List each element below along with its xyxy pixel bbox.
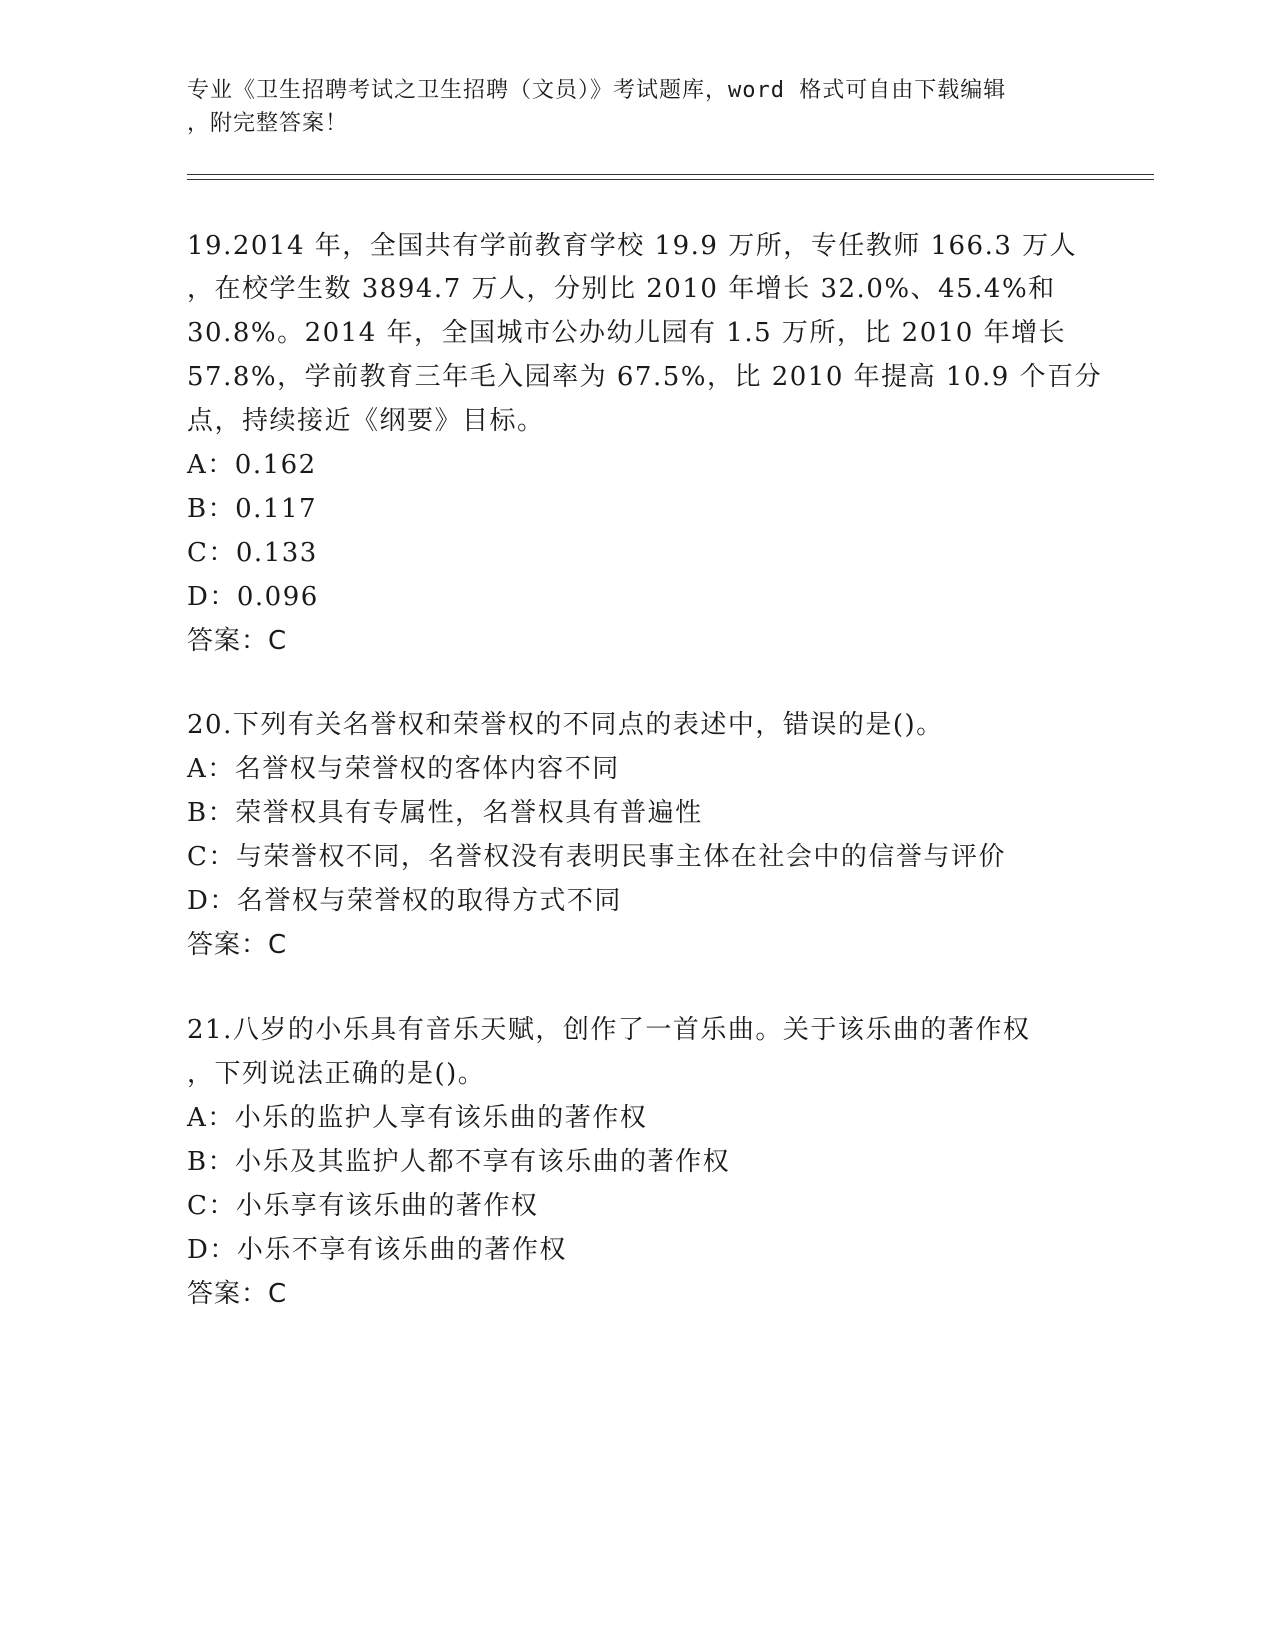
header-divider-bottom — [187, 179, 1154, 180]
question-stem-line: 21.八岁的小乐具有音乐天赋，创作了一首乐曲。关于该乐曲的著作权 — [187, 1015, 1031, 1045]
question-stem-line: 57.8%，学前教育三年毛入园率为 67.5%，比 2010 年提高 10.9 个百分 — [187, 362, 1103, 392]
option-d: D：小乐不享有该乐曲的著作权 — [187, 1235, 567, 1265]
header-divider-top — [187, 174, 1154, 175]
question-stem-line: 30.8%。2014 年，全国城市公办幼儿园有 1.5 万所，比 2010 年增长 — [187, 318, 1067, 348]
option-a: A：小乐的监护人享有该乐曲的著作权 — [187, 1103, 648, 1133]
option-c: C：小乐享有该乐曲的著作权 — [187, 1191, 539, 1221]
question-stem-line: ，下列说法正确的是()。 — [187, 1059, 486, 1089]
document-header: 专业《卫生招聘考试之卫生招聘（文员）》考试题库，word 格式可自由下载编辑 ，附完整答案！ — [187, 78, 1007, 136]
answer: 答案：C — [187, 930, 288, 960]
option-b: B：小乐及其监护人都不享有该乐曲的著作权 — [187, 1147, 731, 1177]
answer: 答案：C — [187, 626, 288, 656]
answer: 答案：C — [187, 1279, 288, 1309]
option-b: B：荣誉权具有专属性，名誉权具有普遍性 — [187, 798, 703, 828]
question-stem-line: ，在校学生数 3894.7 万人，分别比 2010 年增长 32.0%、45.4%和 — [187, 274, 1056, 304]
option-b: B：0.117 — [187, 494, 318, 524]
option-a: A：名誉权与荣誉权的客体内容不同 — [187, 754, 620, 784]
question-stem-line: 19.2014 年，全国共有学前教育学校 19.9 万所，专任教师 166.3 万人 — [187, 231, 1078, 261]
question-stem-line: 20.下列有关名誉权和荣誉权的不同点的表述中，错误的是()。 — [187, 710, 944, 740]
option-c: C：与荣誉权不同，名誉权没有表明民事主体在社会中的信誉与评价 — [187, 842, 1006, 872]
option-c: C：0.133 — [187, 538, 318, 568]
question-stem-line: 点，持续接近《纲要》目标。 — [187, 406, 545, 436]
option-d: D：名誉权与荣誉权的取得方式不同 — [187, 886, 622, 916]
option-a: A：0.162 — [187, 450, 317, 480]
option-d: D：0.096 — [187, 582, 319, 612]
